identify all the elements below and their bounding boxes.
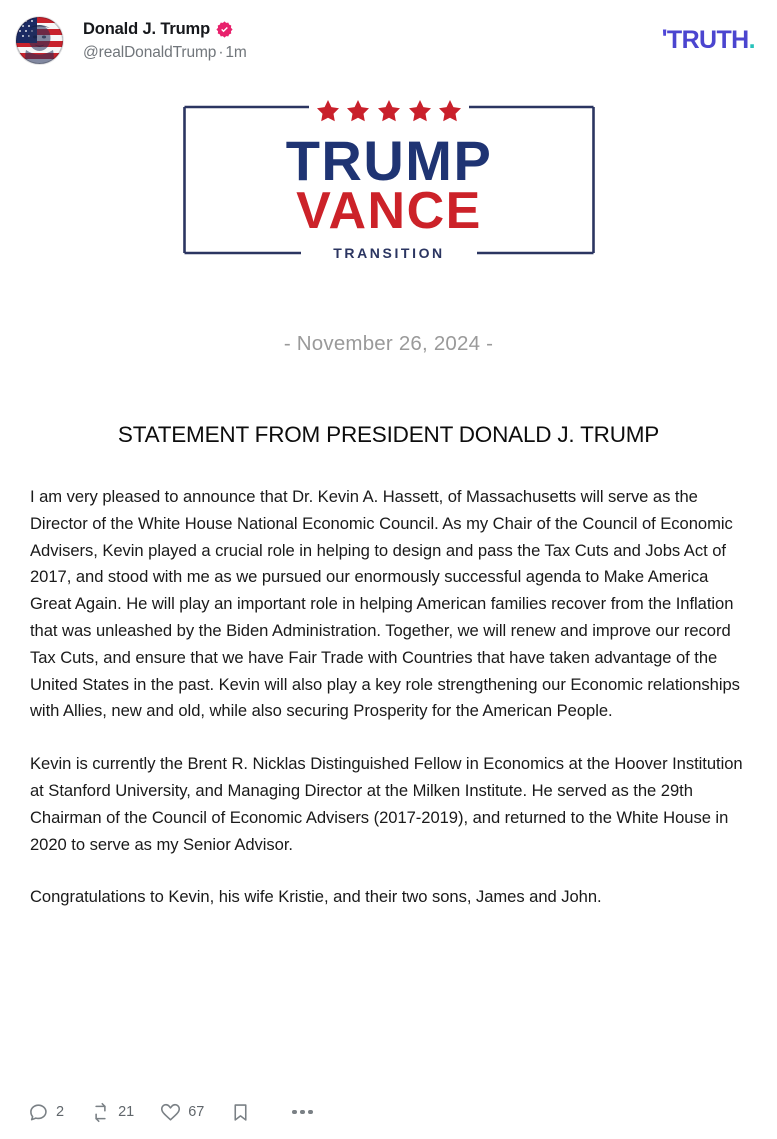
- post-header: [0, 0, 777, 72]
- trump-vance-logo-graphic: [183, 100, 595, 260]
- like-count: 67: [188, 1103, 205, 1120]
- statement-title: STATEMENT FROM PRESIDENT DONALD J. TRUMP: [117, 422, 660, 447]
- trump-vance-transition-logo: [18, 100, 759, 260]
- author-handle[interactable]: @realDonaldTrump: [83, 44, 217, 61]
- truth-logo-word: TRUTH: [666, 26, 749, 54]
- author-display-name[interactable]: Donald J. Trump: [83, 20, 211, 38]
- post-timestamp[interactable]: 1m: [225, 44, 247, 61]
- truth-logo-tick: ': [661, 25, 667, 53]
- post-action-bar: [0, 1085, 777, 1139]
- bookmark-icon: [230, 1102, 251, 1123]
- statement-paragraph: Kevin is currently the Brent R. Nicklas Distinguished Fellow in Economics at the Hoover Institution at Stanford University, and Managing Director at the Milken Institute. He served as the 29th Chairman of the Council of Economic Advisers (2017-2019), and returned to the White House in 2020 to serve as my Senior Advisor.: [30, 754, 743, 854]
- like-button[interactable]: [160, 1102, 204, 1123]
- bookmark-button[interactable]: [230, 1102, 258, 1123]
- comment-button[interactable]: [28, 1102, 64, 1123]
- statement-image[interactable]: [0, 72, 777, 1085]
- more-horizontal-icon-dot: [300, 1110, 305, 1115]
- truth-social-logo: [661, 25, 755, 54]
- comment-icon: [28, 1102, 49, 1123]
- truth-logo-dot: .: [748, 26, 755, 54]
- more-horizontal-icon-dot: [292, 1110, 297, 1115]
- repost-button[interactable]: [90, 1102, 134, 1123]
- author-handle-row: [83, 42, 247, 64]
- avatar[interactable]: [16, 17, 63, 64]
- logo-text-vance: VANCE: [295, 182, 482, 240]
- heart-icon: [160, 1102, 181, 1123]
- logo-text-transition: TRANSITION: [332, 245, 445, 260]
- verified-badge-icon: [216, 21, 233, 38]
- repost-icon: [90, 1102, 111, 1123]
- statement-paragraph: I am very pleased to announce that Dr. Kevin A. Hassett, of Massachusetts will serve as the Director of the White House National Economic Council. As my Chair of the Council of Economic Advisers, Kevin played a crucial role in helping to design and pass the Tax Cuts and Jobs Act of 2017, and stood with me as we pursued our enormously successful agenda to Make America Great Again. He will play an important role in helping American families recover from the Inflation that was unleashed by the Biden Administration. Together, we will renew and improve our record Tax Cuts, and ensure that we have Fair Trade with Countries that have taken advantage of the United States in the past. Kevin will also play a key role strengthening our Economic relationships with Allies, new and old, while also securing Prosperity for the American People.: [30, 487, 740, 721]
- stars-group: [317, 100, 461, 121]
- handle-separator: ·: [218, 44, 224, 61]
- more-options-button[interactable]: [292, 1110, 313, 1115]
- more-horizontal-icon-dot: [308, 1110, 313, 1115]
- author-identity: [83, 17, 247, 64]
- statement-date: - November 26, 2024 -: [283, 332, 494, 355]
- avatar-flag-portrait-icon: [16, 17, 63, 64]
- comment-count: 2: [56, 1103, 65, 1120]
- author-name-row: [83, 18, 247, 40]
- statement-body: [30, 484, 749, 911]
- statement-paragraph: Congratulations to Kevin, his wife Kristie, and their two sons, James and John.: [30, 887, 602, 907]
- logo-text-trump: TRUMP: [285, 129, 492, 192]
- repost-count: 21: [118, 1103, 135, 1120]
